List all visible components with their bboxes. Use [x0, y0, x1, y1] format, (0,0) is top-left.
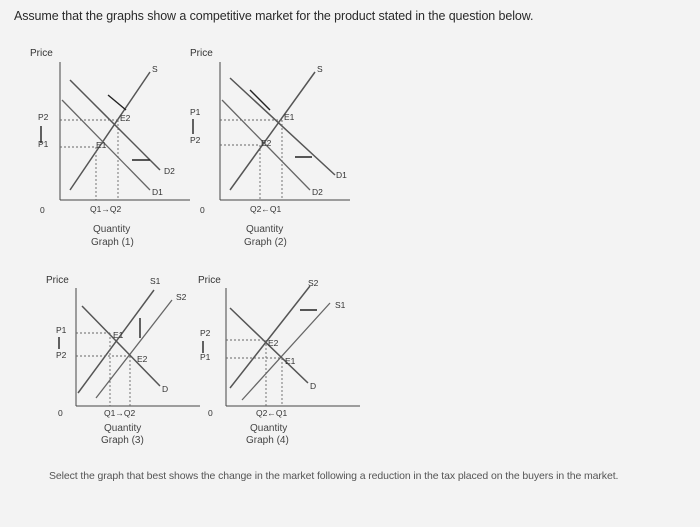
- eq-label-bottom: E1: [285, 356, 296, 366]
- origin-label: 0: [40, 205, 45, 215]
- price-label-bottom: P2: [190, 135, 201, 145]
- graph-caption: Graph (2): [244, 237, 287, 248]
- origin-label: 0: [208, 408, 213, 418]
- quantity-caption: Quantity: [104, 423, 142, 434]
- demand-label-2: D2: [164, 166, 175, 176]
- demand-label: D: [162, 384, 169, 394]
- demand-curve-1: [230, 78, 335, 175]
- question-prompt: Select the graph that best shows the change in the market following a reduction in the tax placed on the buyers in the market.: [49, 470, 619, 482]
- price-label-top: P1: [56, 325, 67, 335]
- eq-label-top: E1: [284, 112, 295, 122]
- supply-label-2: S2: [308, 278, 319, 288]
- supply-curve-2: [96, 300, 172, 398]
- eq-label-bottom: E2: [261, 138, 272, 148]
- price-axis-title: Price: [46, 275, 69, 286]
- shift-arrow: [108, 95, 126, 110]
- demand-label-1: D1: [152, 187, 163, 197]
- eq-label-top: E2: [120, 113, 131, 123]
- supply-label-1: S1: [335, 300, 346, 310]
- demand-curve-2: [70, 80, 160, 170]
- graph-4: [170, 228, 390, 458]
- qty-label: Q1→Q2: [104, 408, 136, 418]
- demand-label-1: D1: [336, 170, 347, 180]
- supply-label-1: S1: [150, 276, 161, 286]
- price-axis-title: Price: [30, 48, 53, 59]
- price-label-bottom: P1: [38, 139, 49, 149]
- supply-curve: [70, 72, 150, 190]
- quantity-caption: Quantity: [250, 423, 288, 434]
- qty-label: Q2←Q1: [256, 408, 288, 418]
- graph-caption: Graph (3): [101, 435, 144, 446]
- demand-label-2: D2: [312, 187, 323, 197]
- question-heading: Assume that the graphs show a competitive market for the product stated in the question below.: [14, 9, 534, 23]
- qty-label: Q2←Q1: [250, 204, 282, 214]
- price-axis-title: Price: [198, 275, 221, 286]
- price-label-bottom: P2: [56, 350, 67, 360]
- eq-label-top: E1: [113, 330, 124, 340]
- eq-label-top: E2: [268, 338, 279, 348]
- price-label-top: P2: [38, 112, 49, 122]
- price-label-bottom: P1: [200, 352, 211, 362]
- price-label-top: P2: [200, 328, 211, 338]
- qty-label: Q1→Q2: [90, 204, 122, 214]
- eq-label-bottom: E2: [137, 354, 148, 364]
- demand-curve: [82, 306, 160, 386]
- quantity-caption: Quantity: [246, 224, 284, 235]
- supply-label: S: [152, 64, 158, 74]
- quantity-caption: Quantity: [93, 224, 131, 235]
- eq-label-bottom: E1: [96, 140, 107, 150]
- supply-label-2: S2: [176, 292, 187, 302]
- graph-2: [160, 0, 360, 260]
- graph-caption: Graph (4): [246, 435, 289, 446]
- graph-caption: Graph (1): [91, 237, 134, 248]
- origin-label: 0: [200, 205, 205, 215]
- supply-label: S: [317, 64, 323, 74]
- price-label-top: P1: [190, 107, 201, 117]
- origin-label: 0: [58, 408, 63, 418]
- price-axis-title: Price: [190, 48, 213, 59]
- demand-label: D: [310, 381, 317, 391]
